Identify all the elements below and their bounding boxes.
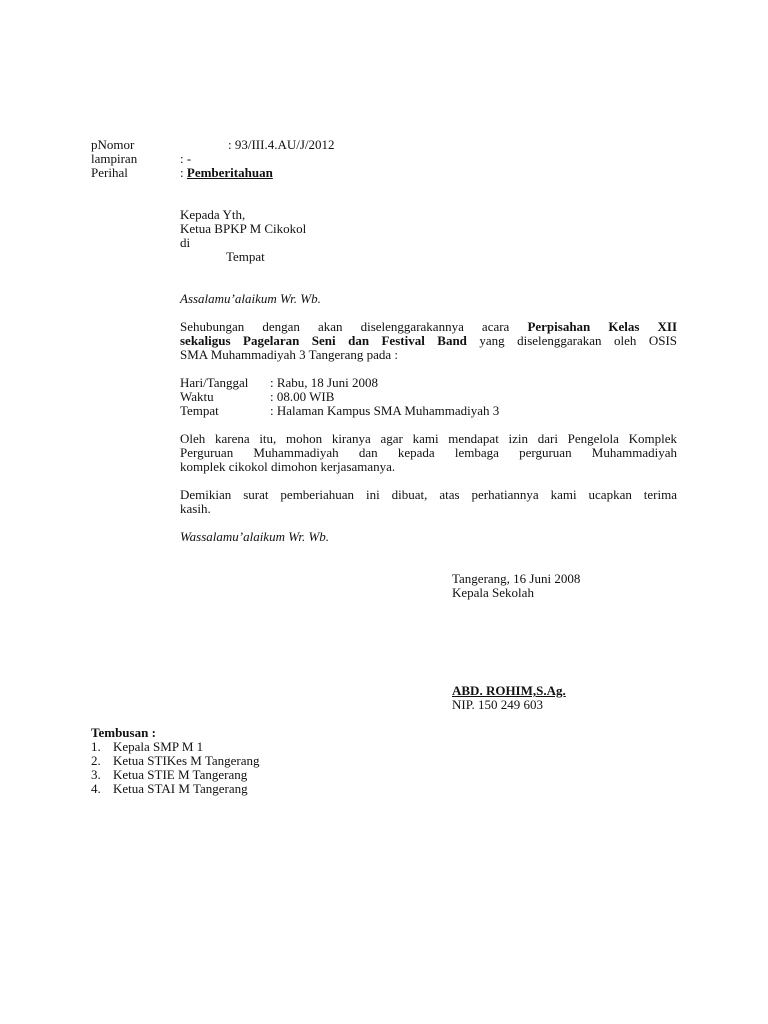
tembusan-num-3: 3. [91,767,101,782]
hari-value: : Rabu, 18 Juni 2008 [270,375,378,390]
tembusan-item-4: Ketua STAI M Tangerang [113,781,248,796]
waktu-label: Waktu [180,389,214,404]
signature-nip: NIP. 150 249 603 [452,697,544,712]
tembusan-num-2: 2. [91,753,101,768]
tempat-label: Tempat [180,403,219,418]
signature-name: ABD. ROHIM,S.Ag. [452,683,566,698]
intro-text: Sehubungan dengan akan diselenggarakannya acara [180,319,510,334]
hari-label: Hari/Tanggal [180,375,249,390]
paragraph-closing-line-2: kasih. [180,501,211,516]
perihal-value [180,166,273,180]
paragraph-closing-line-1: Demikian surat pemberiahuan ini dibuat, atas perhatiannya kami ucapkan terima [180,487,677,502]
lampiran-label: lampiran [91,151,138,166]
tempat-value: : Halaman Kampus SMA Muhammadiyah 3 [270,403,500,418]
paragraph-intro-line-2 [180,334,677,348]
paragraph-intro-line-1 [180,320,677,334]
greeting: Assalamu’alaikum Wr. Wb. [180,291,321,306]
tembusan-num-1: 1. [91,739,101,754]
tembusan-item-2: Ketua STIKes M Tangerang [113,753,260,768]
paragraph-request-line-3: komplek cikokol dimohon kerjasamanya. [180,459,396,474]
recipient-line-3: di [180,235,191,250]
signature-title: Kepala Sekolah [452,585,534,600]
paragraph-request-line-1: Oleh karena itu, mohon kiranya agar kami mendapat izin dari Pengelola Komplek [180,431,677,446]
perihal-subject: Pemberitahuan [186,165,273,180]
paragraph-request [180,432,677,474]
perihal-label: Perihal [91,165,128,180]
lampiran-value: : - [180,151,192,166]
tembusan-item-3: Ketua STIE M Tangerang [113,767,248,782]
recipient-line-2: Ketua BPKP M Cikokol [180,221,307,236]
waktu-value: : 08.00 WIB [270,389,335,404]
event-name-bold-cont: sekaligus Pagelaran Seni dan Festival Band [180,333,467,348]
paragraph-request-line-2: Perguruan Muhammadiyah dan kepada lembaga perguruan Muhammadiyah [180,445,677,460]
nomor-value: : 93/III.4.AU/J/2012 [228,137,335,152]
paragraph-closing [180,488,677,516]
tembusan-item-1: Kepala SMP M 1 [113,739,204,754]
tembusan-num-4: 4. [91,781,101,796]
tembusan-heading: Tembusan : [91,725,156,740]
paragraph-intro [180,320,677,362]
closing-salutation: Wassalamu’alaikum Wr. Wb. [180,529,330,544]
paragraph-intro-line-3: SMA Muhammadiyah 3 Tangerang pada : [180,347,399,362]
recipient-line-4: Tempat [226,249,265,264]
signature-place-date: Tangerang, 16 Juni 2008 [452,571,581,586]
intro-text-cont: yang diselenggarakan oleh OSIS [479,333,677,348]
event-name-bold: Perpisahan Kelas XII [527,319,678,334]
perihal-colon: : [180,165,184,180]
nomor-label: pNomor [91,137,135,152]
recipient-line-1: Kepada Yth, [180,207,246,222]
